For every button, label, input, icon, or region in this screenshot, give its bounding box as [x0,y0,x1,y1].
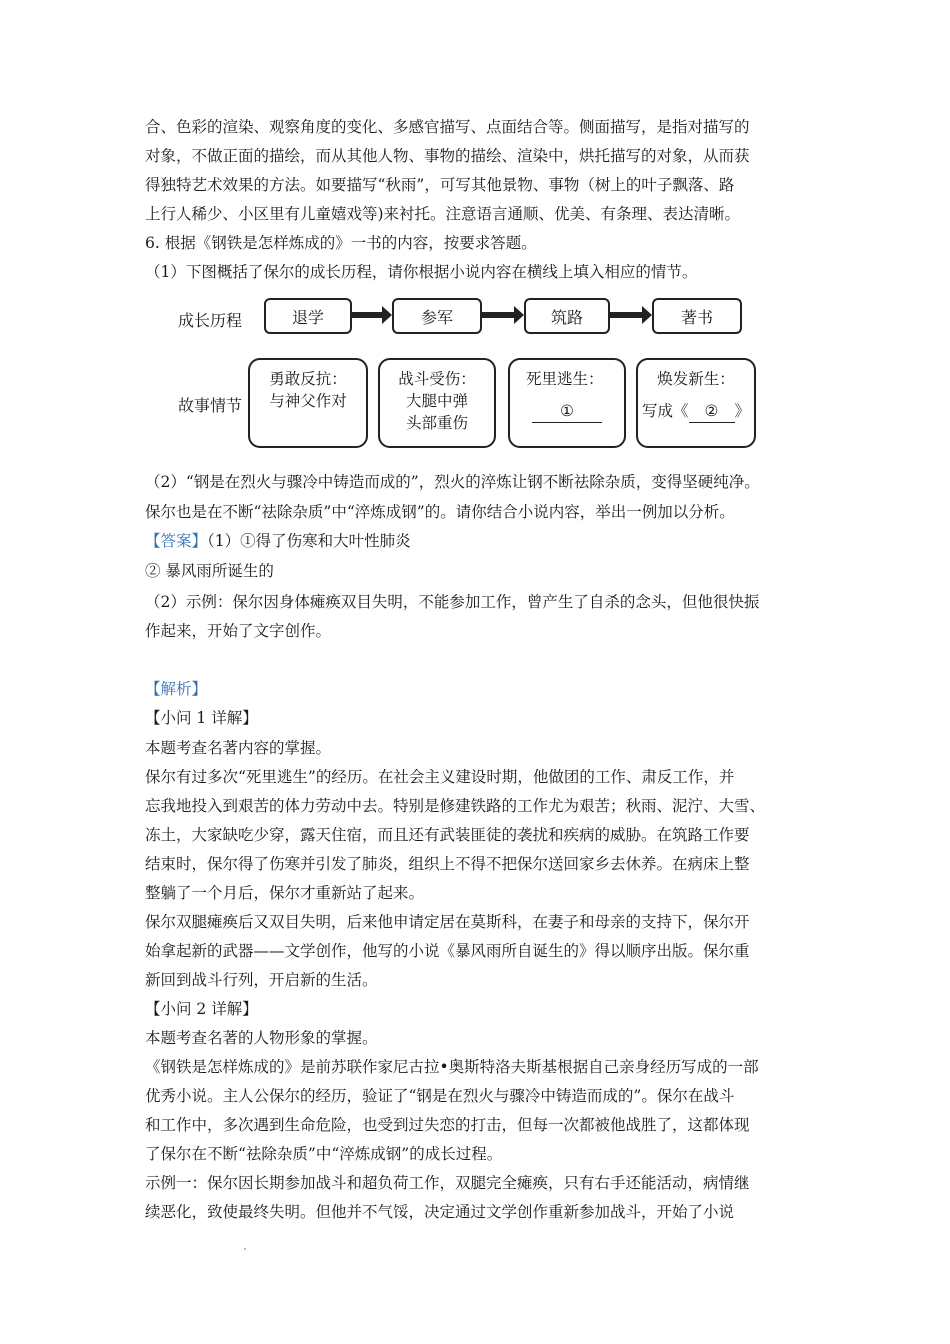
arrow-icon [610,312,644,318]
story-line: 战斗受伤： [398,370,476,388]
answer-text: （1）①得了伤寒和大叶性肺炎 [207,532,411,550]
story-line: 焕发新生： [657,370,735,388]
story-line: 大腿中弹 [405,392,468,410]
paragraph-line: 合、色彩的渲染、观察角度的变化、多感官描写、点面结合等。侧面描写，是指对描写的 [145,118,750,136]
question-part-2: （2）“钢是在烈火与骤冷中铸造而成的”，烈火的淬炼让钢不断祛除杂质，变得坚硬纯净。 [145,473,760,491]
answer-line: （2）示例：保尔因身体瘫痪双目失明，不能参加工作，曾产生了自杀的念头，但他很快振 [145,593,760,611]
growth-diagram [170,290,770,455]
paragraph-line: 得独特艺术效果的方法。如要描写“秋雨”，可写其他景物、事物（树上的叶子飘落、路 [145,176,735,194]
story-box [378,358,496,448]
analysis-line: 了保尔在不断“祛除杂质”中“淬炼成钢”的成长过程。 [145,1145,503,1163]
analysis-line: 新回到战斗行列，开启新的生活。 [145,971,378,989]
story-line: 与神父作对 [269,392,347,410]
paragraph-line: 对象，不做正面的描绘，而从其他人物、事物的描绘、渲染中，烘托描写的对象，从而获 [145,147,750,165]
answer-line: 作起来，开始了文字创作。 [145,622,332,640]
question-heading: 6. 根据《钢铁是怎样炼成的》一书的内容，按要求答题。 [145,234,537,252]
analysis-line: 优秀小说。主人公保尔的经历，验证了“钢是在烈火与骤冷中铸造而成的”。保尔在战斗 [145,1087,735,1105]
analysis-line: 《钢铁是怎样炼成的》是前苏联作家尼古拉•奥斯特洛夫斯基根据自己亲身经历写成的一部 [145,1058,759,1076]
analysis-line: 示例一：保尔因长期参加战斗和超负荷工作，双腿完全瘫痪，只有右手还能活动，病情继 [145,1174,750,1192]
analysis-line: 结束时，保尔得了伤寒并引发了肺炎，组织上不得不把保尔送回家乡去休养。在病床上整 [145,855,750,873]
story-line: 勇敢反抗： [269,370,347,388]
story-line: 》 [734,402,751,420]
answer-label: 【答案】 [145,532,208,550]
paragraph-line: 上行人稀少、小区里有儿童嬉戏等)来衬托。注意语言通顺、优美、有条理、表达清晰。 [145,205,741,223]
stage-box: 参军 [392,298,482,334]
answer-line: ② 暴风雨所诞生的 [145,562,274,580]
arrow-icon [352,312,384,318]
analysis-line: 忘我地投入到艰苦的体力劳动中去。特别是修建铁路的工作尤为艰苦；秋雨、泥泞、大雪、 [145,797,766,815]
analysis-line: 本题考查名著内容的掌握。 [145,739,332,757]
blank-1: ① [532,400,602,423]
analysis-line: 冻土，大家缺吃少穿，露天住宿，而且还有武装匪徒的袭扰和疾病的威胁。在筑路工作要 [145,826,750,844]
analysis-line: 保尔有过多次“死里逃生”的经历。在社会主义建设时期，他做团的工作、肃反工作，并 [145,768,735,786]
story-line: 头部重伤 [405,414,468,432]
analysis-line: 始拿起新的武器——文学创作，他写的小说《暴风雨所自诞生的》得以顺序出版。保尔重 [145,942,750,960]
analysis-line: 整躺了一个月后，保尔才重新站了起来。 [145,884,425,902]
analysis-line: 续恶化，致使最终失明。但他并不气馁，决定通过文学创作重新参加战斗，开始了小说 [145,1203,735,1221]
analysis-line: 和工作中，多次遇到生命危险，也受到过失恋的打击，但每一次都被他战胜了，这都体现 [145,1116,750,1134]
analysis-line: 本题考查名著的人物形象的掌握。 [145,1029,378,1047]
sub-question-heading: 【小问 1 详解】 [145,709,258,727]
story-box [636,358,756,448]
stage-box: 筑路 [524,298,610,334]
analysis-label: 【解析】 [145,680,208,698]
stage-box: 退学 [264,298,352,334]
blank-2: ② [689,400,735,423]
row-label-story: 故事情节 [178,396,243,415]
sub-question-heading: 【小问 2 详解】 [145,1000,258,1018]
question-part-2: 保尔也是在不断“祛除杂质”中“淬炼成钢”的。请你结合小说内容，举出一例加以分析。 [145,503,735,521]
row-label-growth: 成长历程 [178,311,243,330]
answer-line [145,531,411,551]
stage-box: 著书 [652,298,742,334]
page-mark [244,1248,246,1250]
story-box [248,358,368,448]
story-line: 写成《 [641,402,689,420]
question-part-1: （1）下图概括了保尔的成长历程，请你根据小说内容在横线上填入相应的情节。 [145,263,698,281]
story-box [508,358,626,448]
arrow-icon [482,312,516,318]
story-line: 死里逃生： [526,370,604,388]
analysis-line: 保尔双腿瘫痪后又双目失明，后来他申请定居在莫斯科，在妻子和母亲的支持下，保尔开 [145,913,750,931]
